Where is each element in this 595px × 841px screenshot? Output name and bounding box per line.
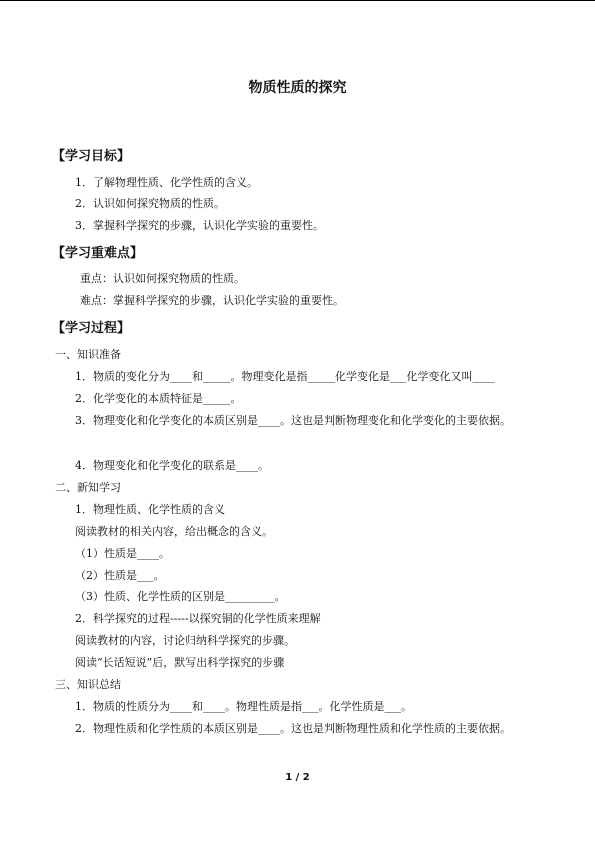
- page-number: 1 / 2: [285, 772, 310, 783]
- difficulty-point: 难点：掌握科学探究的步骤，认识化学实验的重要性。: [80, 294, 344, 307]
- part2-heading: 二、新知学习: [55, 481, 121, 494]
- part2-s2-title: 2．科学探究的过程-----以探究铜的化学性质来理解: [75, 612, 321, 625]
- part1-q2: 2．化学变化的本质特征是_____。: [75, 392, 242, 405]
- part1-q1: 1．物质的变化分为____和_____。物理变化是指_____化学变化是___化学变化又叫____: [75, 370, 495, 383]
- goal-item-2: 2．认识如何探究物质的性质。: [75, 197, 225, 210]
- part1-q3: 3．物理变化和化学变化的本质区别是____。这也是判断物理变化和化学变化的主要依据。: [75, 414, 511, 427]
- part2-s1-read: 阅读教材的相关内容，给出概念的含义。: [75, 525, 273, 538]
- part3-q2: 2．物理性质和化学性质的本质区别是____。这也是判断物理性质和化学性质的主要依据。: [75, 722, 511, 735]
- header-rule: [0, 0, 595, 1]
- section-heading-keypoints: 【学习重难点】: [52, 246, 144, 261]
- section-heading-goals: 【学习目标】: [52, 149, 131, 164]
- part2-s1-a: （1）性质是____。: [75, 547, 170, 560]
- part2-s1-title: 1．物理性质、化学性质的含义: [75, 503, 225, 516]
- part1-heading: 一、知识准备: [55, 348, 121, 361]
- focus-point: 重点：认识如何探究物质的性质。: [80, 272, 245, 285]
- part3-heading: 三、知识总结: [55, 678, 121, 691]
- part2-s2-write: 阅读“长话短说”后，默写出科学探究的步骤: [75, 656, 285, 669]
- part2-s2-read: 阅读教材的内容，讨论归纳科学探究的步骤。: [75, 634, 295, 647]
- section-heading-process: 【学习过程】: [52, 321, 131, 336]
- part3-q1: 1．物质的性质分为____和____。物理性质是指___。化学性质是___。: [75, 700, 412, 713]
- part1-q4: 4．物理变化和化学变化的联系是____。: [75, 459, 269, 472]
- part2-s1-c: （3）性质、化学性质的区别是_________。: [75, 590, 286, 603]
- goal-item-1: 1．了解物理性质、化学性质的含义。: [75, 176, 258, 189]
- document-title: 物质性质的探究: [248, 80, 347, 96]
- part2-s1-b: （2）性质是___。: [75, 569, 165, 582]
- goal-item-3: 3．掌握科学探究的步骤，认识化学实验的重要性。: [75, 219, 324, 232]
